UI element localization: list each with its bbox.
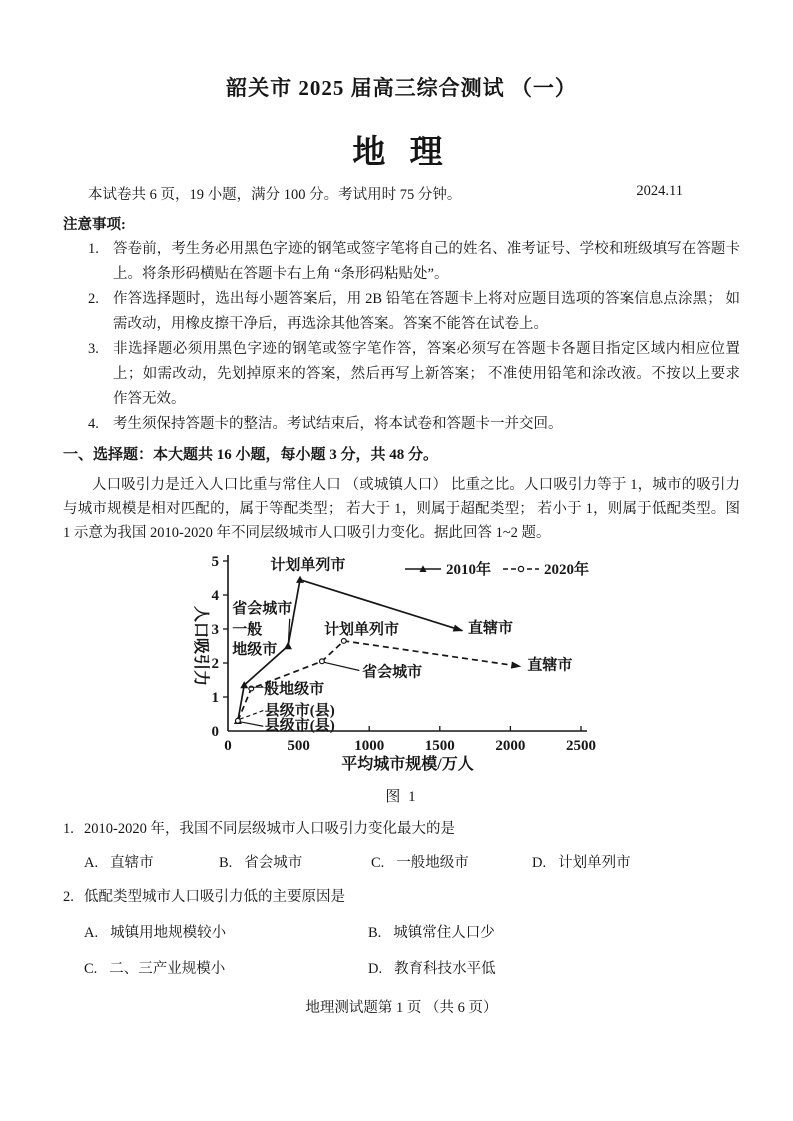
x-tick-label: 1500 xyxy=(424,738,455,754)
annotation-label: 计划单列市 xyxy=(270,557,346,574)
y-tick-label: 5 xyxy=(211,554,219,570)
notice-number: 2. xyxy=(88,291,99,307)
option-c xyxy=(371,852,532,874)
notice-item-3 xyxy=(88,337,740,412)
annotation-label: 省会城市 xyxy=(362,664,423,681)
question-stem-text: 低配类型城市人口吸引力低的主要原因是 xyxy=(84,889,345,905)
notice-text: 考生须保持答题卡的整洁。考试结束后，将本试卷和答题卡一并交回。 xyxy=(113,416,563,432)
notice-heading: 注意事项: xyxy=(63,217,126,233)
series-arrowhead xyxy=(511,662,522,671)
option-label: C. xyxy=(84,961,98,977)
question-stem xyxy=(63,818,740,840)
option-label: D. xyxy=(532,855,547,871)
x-tick-label: 2000 xyxy=(495,738,526,754)
option-b xyxy=(368,922,495,944)
annotation-label: 省会城市 xyxy=(232,600,293,617)
population-attraction-chart xyxy=(185,547,615,779)
question-number: 1. xyxy=(63,821,74,837)
annotation-label: 县级市(县) xyxy=(264,717,335,734)
x-tick-label: 500 xyxy=(287,738,310,754)
option-a xyxy=(84,852,219,874)
legend-item-2010年 xyxy=(405,560,491,578)
page-footer: 地理测试题第 1 页 （共 6 页） xyxy=(305,1000,498,1016)
legend-label: 2020年 xyxy=(544,562,590,578)
option-text: 教育科技水平低 xyxy=(394,961,496,977)
option-b xyxy=(219,852,371,874)
legend-item-2020年 xyxy=(503,560,589,578)
series-marker xyxy=(284,642,292,649)
intro-paragraph: 人口吸引力是迁入人口比重与常住人口 （或城镇人口） 比重之比。人口吸引力等于 1，城市的吸引力与城市规模是相对匹配的，属于等配类型； 若大于 1，则属于超配类型； 若小于 1，则属于低配类型。图 1 示意为我国 2010-2020 年不同层级城市人口吸引力变化。据此回答 1~2 题。 xyxy=(63,477,740,541)
question-number: 2. xyxy=(63,889,74,905)
option-label: A. xyxy=(84,855,99,871)
x-tick-label: 1000 xyxy=(354,738,385,754)
subject-title: 地 理 xyxy=(352,135,451,171)
option-text: 二、三产业规模小 xyxy=(109,961,226,977)
leader-line xyxy=(240,711,263,720)
y-axis-label: 人口吸引力 xyxy=(192,605,209,687)
notice-item-4 xyxy=(88,412,740,437)
option-text: 计划单列市 xyxy=(558,855,631,871)
series-marker xyxy=(235,718,240,723)
option-text: 城镇用地规模较小 xyxy=(110,925,227,941)
option-text: 省会城市 xyxy=(244,855,303,871)
option-d xyxy=(368,958,496,980)
option-a xyxy=(84,922,368,944)
option-label: D. xyxy=(368,961,383,977)
annotation-label: 一般地级市 xyxy=(249,681,325,698)
option-c xyxy=(84,958,368,980)
annotation-label: 县级市(县) xyxy=(264,702,335,719)
notice-text: 作答选择题时，选出每小题答案后，用 2B 铅笔在答题卡上将对应题目选项的答案信息点涂黑； 如需改动，用橡皮擦干净后，再选涂其他答案。答案不能答在试卷上。 xyxy=(113,291,740,332)
option-d xyxy=(532,852,631,874)
notice-number: 3. xyxy=(88,341,99,357)
leader-line xyxy=(324,662,359,670)
question-2 xyxy=(63,886,740,980)
options-row-1 xyxy=(63,922,740,944)
section-heading: 一、选择题：本大题共 16 小题，每小题 3 分，共 48 分。 xyxy=(63,447,439,463)
series-marker xyxy=(319,659,324,664)
y-tick-label: 2 xyxy=(211,656,219,672)
x-tick-label: 0 xyxy=(224,738,232,754)
annotation-label: 直辖市 xyxy=(468,620,514,637)
notice-list xyxy=(63,237,740,437)
notice-number: 4. xyxy=(88,416,99,432)
y-tick-label: 3 xyxy=(211,622,219,638)
notice-text: 答卷前，考生务必用黑色字迹的钢笔或签字笔将自己的姓名、准考证号、学校和班级填写在答题卡上。将条形码横贴在答题卡右上角 “条形码粘贴处”。 xyxy=(113,241,740,282)
leader-line xyxy=(240,722,263,726)
options-row xyxy=(63,852,740,874)
question-stem-text: 2010-2020 年，我国不同层级城市人口吸引力变化最大的是 xyxy=(84,821,455,837)
series-marker xyxy=(341,639,346,644)
option-text: 城镇常住人口少 xyxy=(393,925,495,941)
notice-item-2 xyxy=(88,287,740,337)
annotation-label: 直辖市 xyxy=(527,657,573,674)
series-marker xyxy=(296,576,304,583)
x-axis-label: 平均城市规模/万人 xyxy=(341,756,474,773)
option-label: B. xyxy=(219,855,233,871)
annotation-label: 一般 xyxy=(232,622,263,638)
figure-caption: 图 1 xyxy=(385,789,418,805)
x-tick-label: 2500 xyxy=(566,738,596,754)
paper-info: 本试卷共 6 页，19 小题，满分 100 分。考试用时 75 分钟。 xyxy=(88,187,462,203)
option-text: 一般地级市 xyxy=(396,855,469,871)
exam-title: 韶关市 2025 届高三综合测试 （一） xyxy=(226,76,577,100)
notice-item-1 xyxy=(88,237,740,287)
legend-label: 2010年 xyxy=(446,562,492,578)
y-tick-label: 0 xyxy=(211,724,219,740)
option-text: 直辖市 xyxy=(110,855,154,871)
y-tick-label: 4 xyxy=(211,588,219,604)
notice-number: 1. xyxy=(88,241,99,257)
y-tick-label: 1 xyxy=(211,690,219,706)
annotation-label: 地级市 xyxy=(232,642,278,658)
options-row-2 xyxy=(63,958,740,980)
exam-date: 2024.11 xyxy=(636,183,683,199)
paper-info-row xyxy=(63,183,740,204)
annotation-label: 计划单列市 xyxy=(324,622,400,638)
legend-marker xyxy=(518,566,523,571)
option-label: B. xyxy=(368,925,382,941)
option-label: A. xyxy=(84,925,99,941)
question-1 xyxy=(63,818,740,874)
notice-text: 非选择题必须用黑色字迹的钢笔或签字笔作答，答案必须写在答题卡各题目指定区域内相应位置上；如需改动，先划掉原来的答案，然后再写上新答案； 不准使用铅笔和涂改液。不按以上要求作答无效。 xyxy=(113,341,740,407)
option-label: C. xyxy=(371,855,385,871)
series-arrowhead xyxy=(453,625,465,635)
figure-1 xyxy=(185,547,615,779)
question-stem xyxy=(63,886,740,908)
